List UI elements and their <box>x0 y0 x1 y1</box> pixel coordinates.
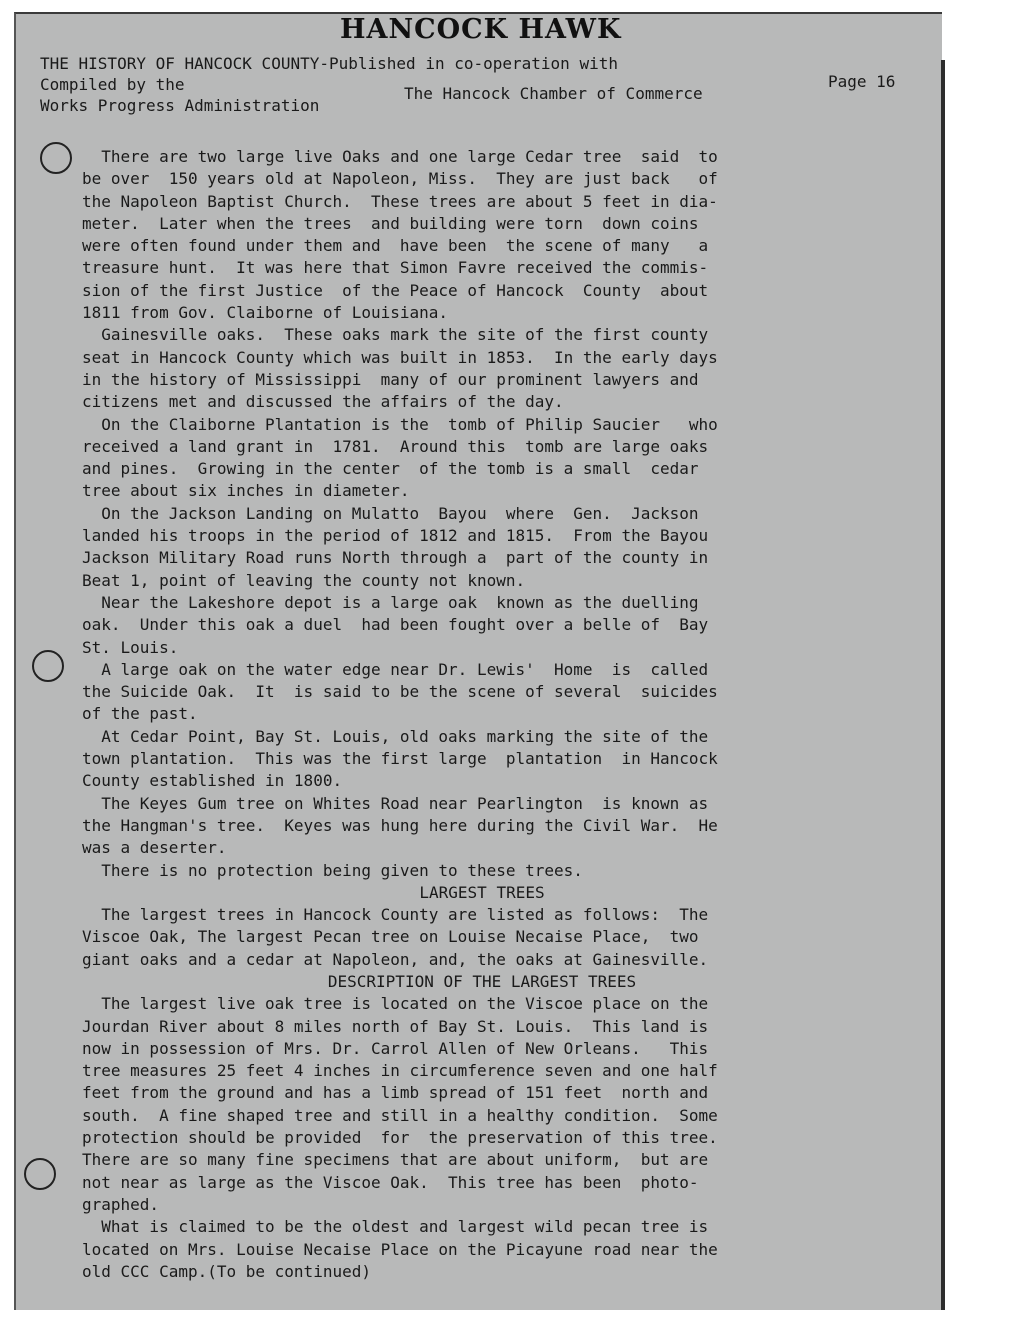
section-heading: DESCRIPTION OF THE LARGEST TREES <box>327 971 637 991</box>
text-line: On the Jackson Landing on Mulatto Bayou where Gen. Jackson <box>82 503 699 523</box>
text-line: the Napoleon Baptist Church. These trees are about 5 feet in dia- <box>82 191 718 211</box>
punch-hole-icon <box>32 650 64 682</box>
text-line: 1811 from Gov. Claiborne of Louisiana. <box>82 303 449 323</box>
text-line: County established in 1800. <box>82 771 343 791</box>
article-body <box>82 146 882 1283</box>
text-line: The largest trees in Hancock County are listed as follows: The <box>82 905 709 925</box>
text-line: citizens met and discussed the affairs of the day. <box>82 392 564 412</box>
text-line: The largest live oak tree is located on the Viscoe place on the <box>82 994 709 1014</box>
text-line: the Suicide Oak. It is said to be the scene of several suicides <box>82 682 718 702</box>
text-line: The Keyes Gum tree on Whites Road near Pearlington is known as <box>82 793 709 813</box>
text-line: tree about six inches in diameter. <box>82 481 410 501</box>
text-line: What is claimed to be the oldest and largest wild pecan tree is <box>82 1217 709 1237</box>
text-line: Beat 1, point of leaving the county not known. <box>82 570 526 590</box>
text-line: protection should be provided for the preservation of this tree. <box>82 1128 718 1148</box>
section-heading: LARGEST TREES <box>419 882 545 902</box>
text-line: There are so many fine specimens that are about uniform, but are <box>82 1150 709 1170</box>
text-line: giant oaks and a cedar at Napoleon, and, the oaks at Gainesville. <box>82 949 709 969</box>
text-line: St. Louis. <box>82 637 179 657</box>
text-line: Gainesville oaks. These oaks mark the site of the first county <box>82 325 709 345</box>
text-line: received a land grant in 1781. Around this tomb are large oaks <box>82 436 709 456</box>
text-line: feet from the ground and has a limb spread of 151 feet north and <box>82 1083 709 1103</box>
text-line: Viscoe Oak, The largest Pecan tree on Louise Necaise Place, two <box>82 927 699 947</box>
text-line: meter. Later when the trees and building were torn down coins <box>82 213 699 233</box>
text-line: tree measures 25 feet 4 inches in circumference seven and one half <box>82 1061 718 1081</box>
text-line: be over 150 years old at Napoleon, Miss. They are just back of <box>82 169 718 189</box>
text-line: treasure hunt. It was here that Simon Favre received the commis- <box>82 258 709 278</box>
text-line: There are two large live Oaks and one large Cedar tree said to <box>82 147 718 166</box>
text-line: south. A fine shaped tree and still in a healthy condition. Some <box>82 1105 718 1125</box>
text-line: There is no protection being given to these trees. <box>82 860 583 880</box>
text-line: graphed. <box>82 1194 160 1214</box>
text-line: of the past. <box>82 704 198 724</box>
header-line-2: Compiled by the <box>40 75 185 94</box>
header-chamber: The Hancock Chamber of Commerce <box>404 84 703 103</box>
punch-hole-icon <box>40 142 72 174</box>
text-line: landed his troops in the period of 1812 and 1815. From the Bayou <box>82 526 709 546</box>
header-line-3: Works Progress Administration <box>40 96 320 115</box>
masthead-title: HANCOCK HAWK <box>340 14 622 45</box>
page-edge <box>941 60 945 1310</box>
header-line-1: THE HISTORY OF HANCOCK COUNTY-Published in co-operation with <box>40 54 618 73</box>
punch-hole-icon <box>24 1158 56 1190</box>
text-line: old CCC Camp.(To be continued) <box>82 1261 371 1281</box>
text-line: and pines. Growing in the center of the tomb is a small cedar <box>82 459 699 479</box>
text-line: now in possession of Mrs. Dr. Carrol Allen of New Orleans. This <box>82 1038 709 1058</box>
text-line: Near the Lakeshore depot is a large oak known as the duelling <box>82 592 699 612</box>
text-line: was a deserter. <box>82 838 227 858</box>
text-line: seat in Hancock County which was built in 1853. In the early days <box>82 347 718 367</box>
text-line: oak. Under this oak a duel had been fought over a belle of Bay <box>82 615 709 635</box>
text-line: town plantation. This was the first large plantation in Hancock <box>82 749 718 769</box>
text-line: At Cedar Point, Bay St. Louis, old oaks marking the site of the <box>82 726 709 746</box>
text-line: sion of the first Justice of the Peace of Hancock County about <box>82 280 709 300</box>
page-number: Page 16 <box>828 72 896 91</box>
text-line: in the history of Mississippi many of our prominent lawyers and <box>82 369 699 389</box>
text-line: located on Mrs. Louise Necaise Place on the Picayune road near the <box>82 1239 718 1259</box>
text-line: Jourdan River about 8 miles north of Bay St. Louis. This land is <box>82 1016 709 1036</box>
text-line: A large oak on the water edge near Dr. Lewis' Home is called <box>82 659 709 679</box>
text-line: Jackson Military Road runs North through a part of the county in <box>82 548 709 568</box>
text-line: were often found under them and have been the scene of many a <box>82 236 709 256</box>
text-line: not near as large as the Viscoe Oak. This tree has been photo- <box>82 1172 699 1192</box>
text-line: the Hangman's tree. Keyes was hung here during the Civil War. He <box>82 815 718 835</box>
text-line: On the Claiborne Plantation is the tomb of Philip Saucier who <box>82 414 718 434</box>
